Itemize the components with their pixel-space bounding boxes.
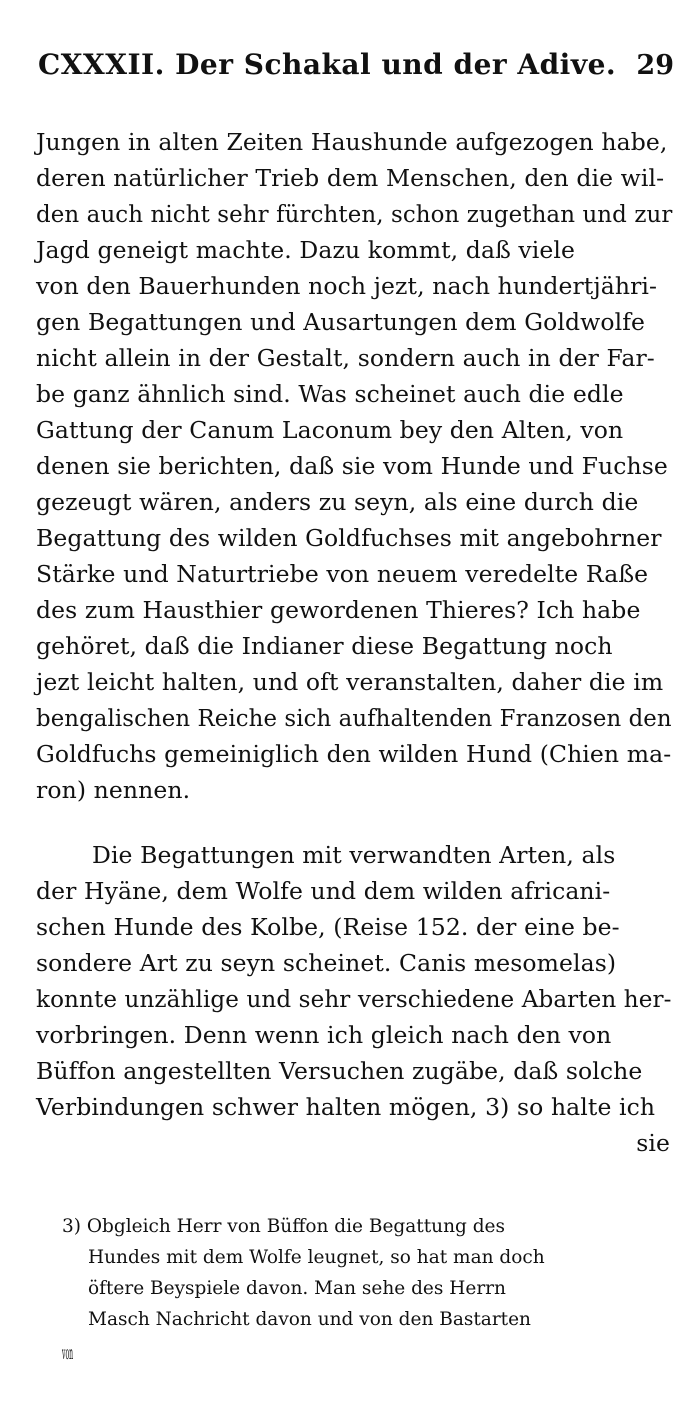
text-line: be ganz ähnlich sind. Was scheinet auch die edle <box>36 380 624 408</box>
text-line: bengalischen Reiche sich aufhaltenden Franzosen den <box>36 704 672 732</box>
chapter-title: CXXXII. Der Schakal und der Adive. <box>38 48 617 81</box>
text-line: gen Begattungen und Ausartungen dem Goldwolfe <box>36 308 646 336</box>
text-line: von den Bauerhunden noch jezt, nach hundertjähri- <box>36 272 658 300</box>
text-line: der Hyäne, dem Wolfe und dem wilden africani- <box>36 877 611 905</box>
text-line: Büffon angestellten Versuchen zugäbe, daß solche <box>36 1057 643 1085</box>
footnote-line: Masch Nachricht davon und von den Bastarten <box>88 1309 531 1330</box>
footnote-catchword: von <box>62 1343 74 1364</box>
text-line: ron) nennen. <box>36 776 191 804</box>
catchword: sie <box>636 1129 670 1157</box>
text-line: schen Hunde des Kolbe, (Reise 152. der eine be- <box>36 913 620 941</box>
text-line: denen sie berichten, daß sie vom Hunde und Fuchse <box>36 452 668 480</box>
text-line: den auch nicht sehr fürchten, schon zugethan und zur <box>36 200 673 228</box>
text-line: gezeugt wären, anders zu seyn, als eine durch die <box>36 488 639 516</box>
text-line: Gattung der Canum Laconum bey den Alten, von <box>36 416 624 444</box>
footnote-line: 3) Obgleich Herr von Büffon die Begattung des <box>62 1216 505 1237</box>
text-line: gehöret, daß die Indianer diese Begattung noch <box>36 632 613 660</box>
text-line: jezt leicht halten, und oft veranstalten, daher die im <box>36 668 664 696</box>
text-line: Begattung des wilden Goldfuchses mit angebohrner <box>36 524 662 552</box>
text-line: nicht allein in der Gestalt, sondern auch in der Far- <box>36 344 655 372</box>
text-line: Verbindungen schwer halten mögen, 3) so halte ich <box>36 1093 656 1121</box>
text-line: deren natürlicher Trieb dem Menschen, den die wil- <box>36 164 665 192</box>
text-line: Jungen in alten Zeiten Haushunde aufgezogen habe, <box>36 128 668 156</box>
text-line: konnte unzählige und sehr verschiedene Abarten her- <box>36 985 672 1013</box>
text-line: des zum Hausthier gewordenen Thieres? Ich habe <box>36 596 641 624</box>
text-line: Stärke und Naturtriebe von neuem veredelte Raße <box>36 560 649 588</box>
text-line: Goldfuchs gemeiniglich den wilden Hund (Chien ma- <box>36 740 672 768</box>
running-header <box>38 48 674 98</box>
page-number: 29 <box>636 50 674 81</box>
text-line: Jagd geneigt machte. Dazu kommt, daß viele <box>36 236 576 264</box>
footnote-line: Hundes mit dem Wolfe leugnet, so hat man doch <box>88 1247 545 1268</box>
text-line: Die Begattungen mit verwandten Arten, als <box>92 841 616 869</box>
footnote-line: öftere Beyspiele davon. Man sehe des Herrn <box>88 1278 506 1299</box>
text-line: vorbringen. Denn wenn ich gleich nach den von <box>36 1021 612 1049</box>
text-line: sondere Art zu seyn scheinet. Canis mesomelas) <box>36 949 617 977</box>
